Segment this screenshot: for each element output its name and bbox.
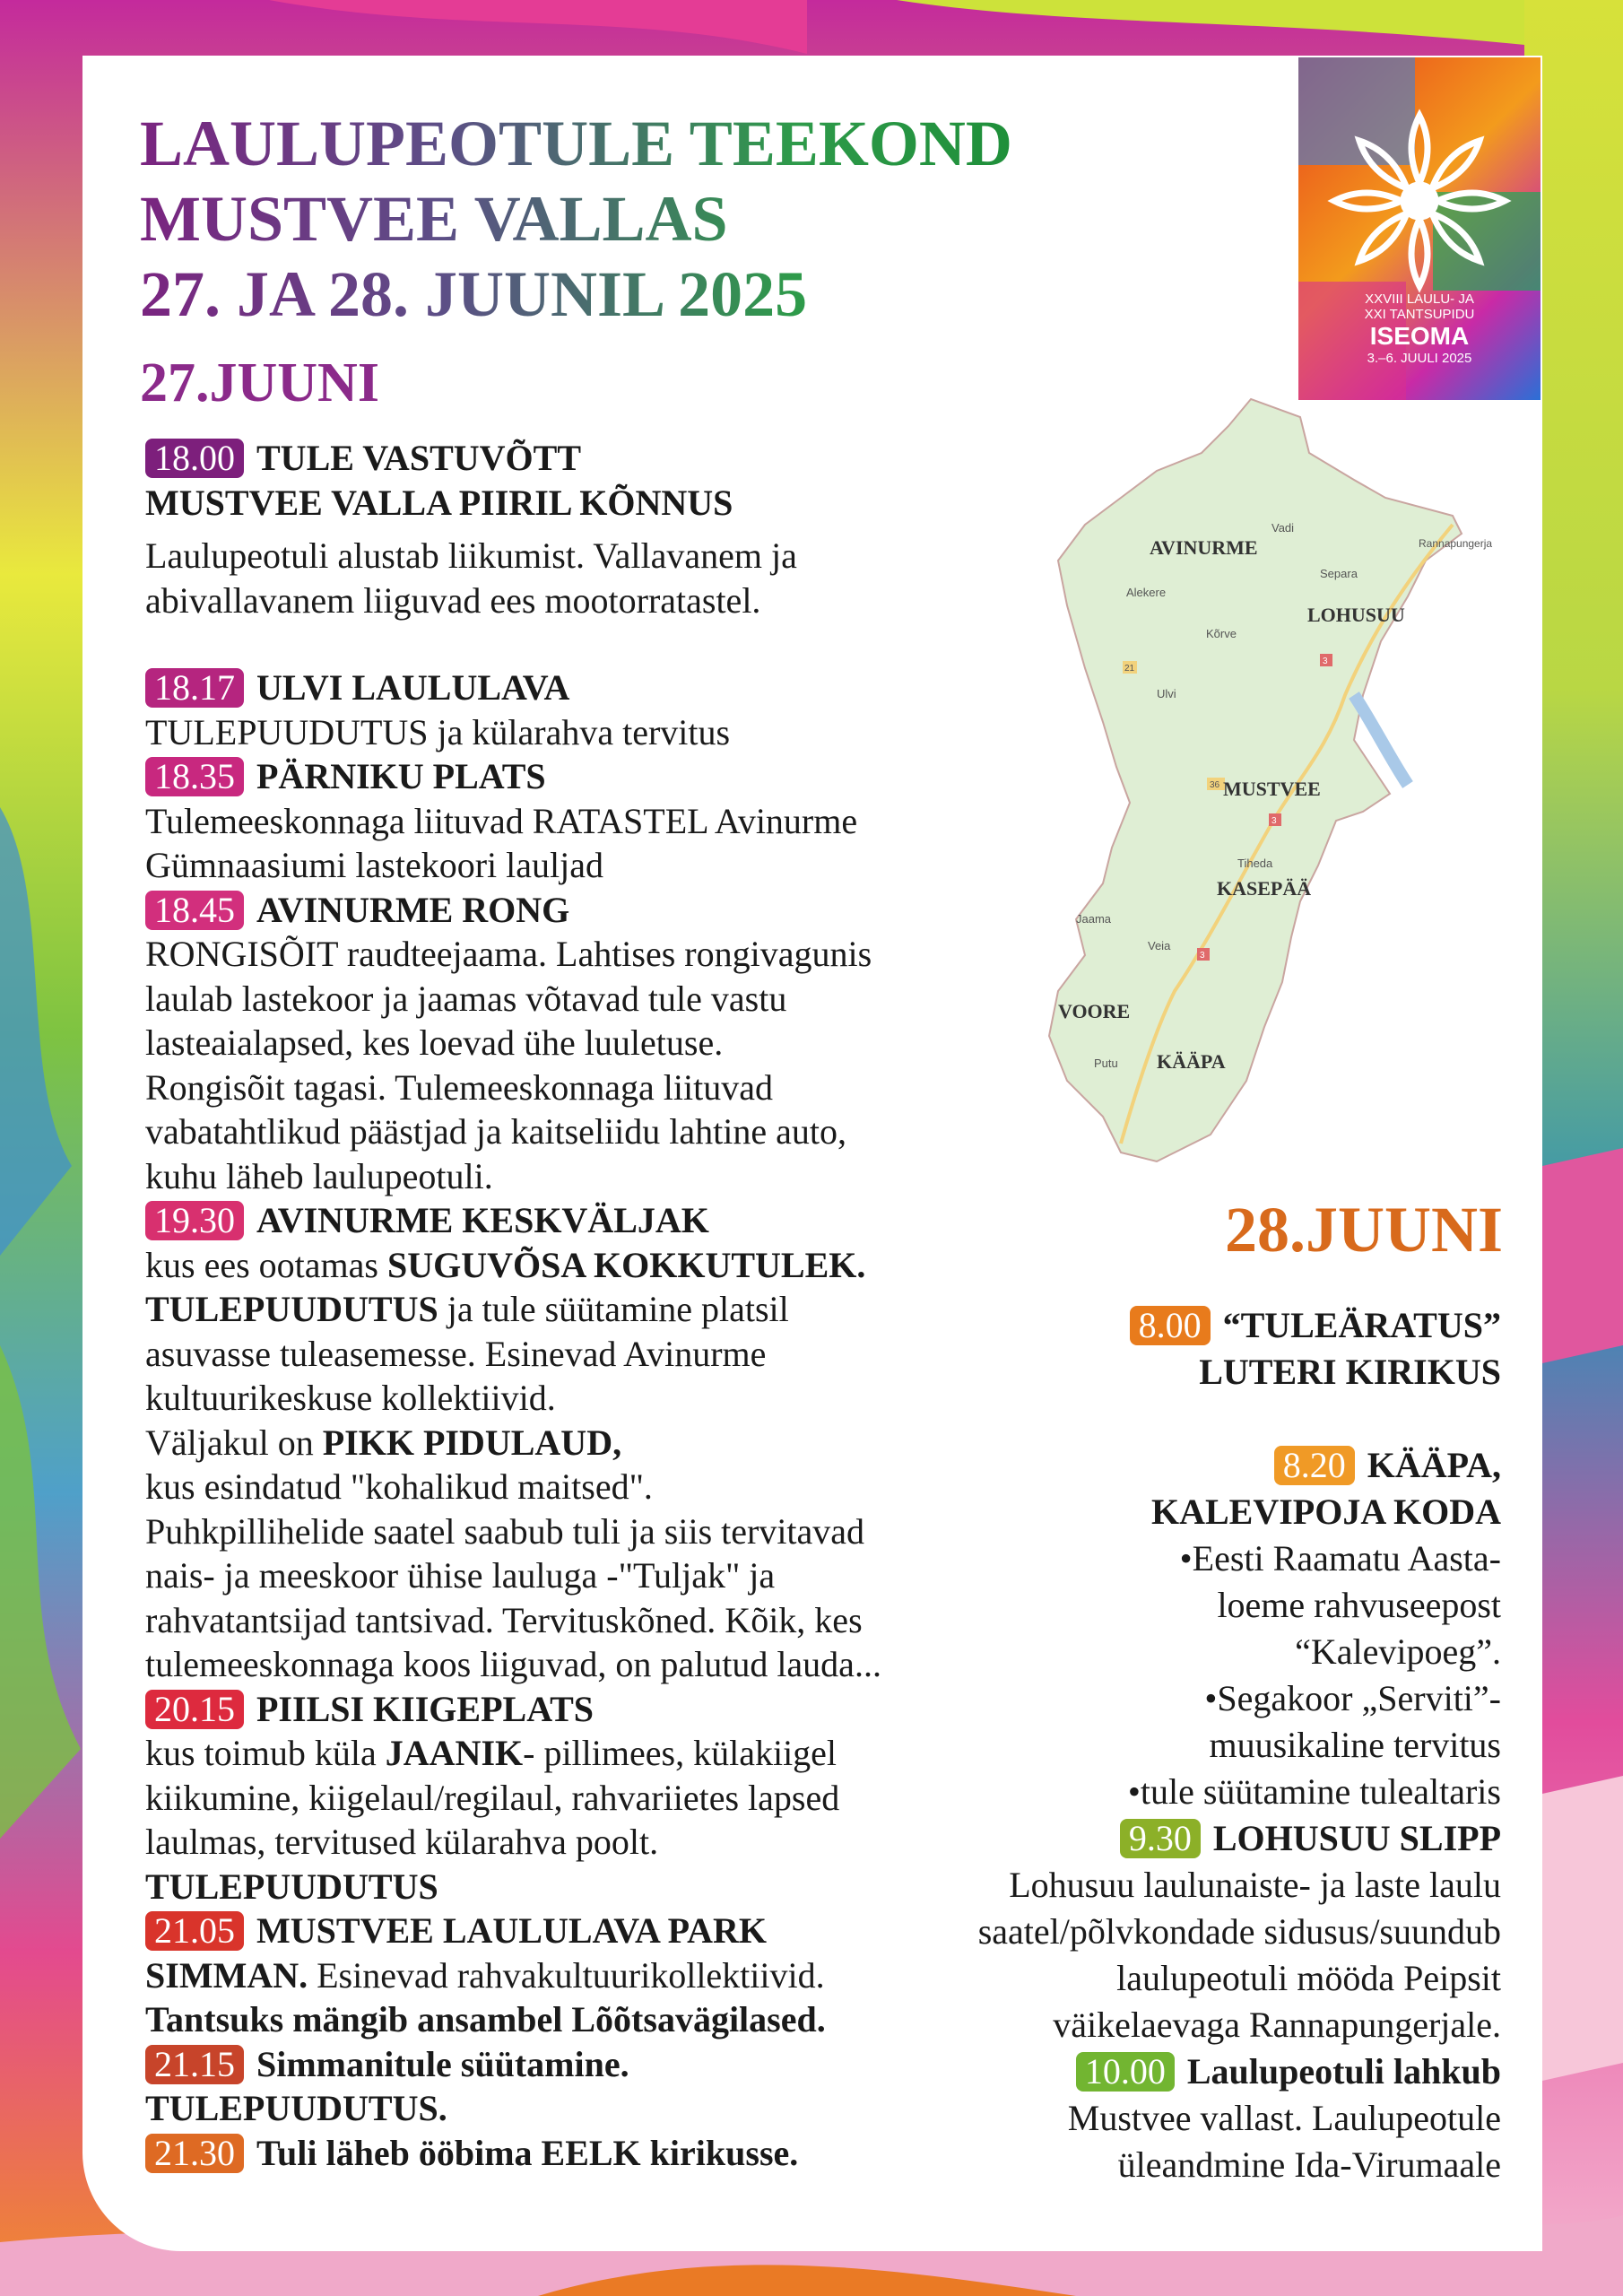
- map-village: Rannapungerja: [1419, 537, 1493, 550]
- event-title: LOHUSUU SLIPP: [1212, 1818, 1501, 1858]
- time-badge: 8.20: [1274, 1446, 1355, 1485]
- map-label-lohusuu: LOHUSUU: [1307, 604, 1405, 626]
- event-description: muusikaline tervitus: [1209, 1725, 1501, 1765]
- event-heading: [838, 1302, 1501, 1349]
- poster-line-3: ISEOMA: [1369, 322, 1470, 350]
- text-run: Esinevad rahvakultuurikollektiivid.: [308, 1954, 825, 1996]
- time-badge: 8.00: [1130, 1306, 1211, 1345]
- event-title-line-2: LUTERI KIRIKUS: [1199, 1352, 1501, 1392]
- time-badge: 18.00: [145, 439, 244, 478]
- map-label-kaapa: KÄÄPA: [1157, 1050, 1226, 1073]
- page-title: [140, 106, 1012, 332]
- event-description: Mustvee vallast. Laulupeotule: [1067, 2098, 1501, 2138]
- time-badge: 19.30: [145, 1201, 244, 1240]
- event-title: ULVI LAULULAVA: [256, 667, 570, 708]
- poster-line-1: XXVIII LAULU- JA: [1365, 291, 1474, 307]
- event-description: lasteaialapsed, kes loevad ühe luuletuse.: [145, 1022, 724, 1063]
- event-title: Tuli läheb ööbima EELK kirikusse.: [256, 2132, 799, 2173]
- poster-line-4: 3.–6. JUULI 2025: [1367, 351, 1472, 366]
- time-badge: 9.30: [1120, 1819, 1201, 1858]
- event-title-line-2: KALEVIPOJA KODA: [1150, 1492, 1501, 1532]
- map-village: Ulvi: [1157, 687, 1176, 700]
- event-description: Rongisõit tagasi. Tulemeeskonnaga liituvad: [145, 1066, 773, 1108]
- event-title-line-2: MUSTVEE VALLA PIIRIL KÕNNUS: [145, 482, 733, 523]
- event-heading: [145, 888, 1024, 933]
- event-heading: [145, 1198, 1024, 1243]
- text-run-bold: SUGUVÕSA KOKKUTULEK.: [386, 1244, 866, 1285]
- event-description: [145, 1243, 1024, 1288]
- event-description: üleandmine Ida-Virumaale: [1117, 2144, 1501, 2185]
- event-heading: [145, 665, 1024, 710]
- event-description: abivallavanem liiguvad ees mootorratastel.: [145, 579, 761, 621]
- map-village: Jaama: [1076, 912, 1112, 926]
- event-heading: [838, 2048, 1501, 2095]
- event-description-bold: TULEPUUDUTUS: [145, 1866, 438, 1907]
- text-run: kus ees ootamas: [145, 1244, 387, 1285]
- map-village: Vadi: [1271, 521, 1295, 535]
- event-description: •Eesti Raamatu Aasta-: [1179, 1538, 1501, 1578]
- text-run-bold: TULEPUUDUTUS: [145, 1289, 438, 1329]
- event-description: Lohusuu laulunaiste- ja laste laulu: [1009, 1865, 1501, 1905]
- poster-line-2: XXI TANTSUPIDU: [1364, 307, 1475, 322]
- time-badge: 18.35: [145, 757, 244, 796]
- event-heading: [145, 754, 1024, 799]
- event-description: laulab lastekoor ja jaamas võtavad tule vastu: [145, 978, 787, 1019]
- event-heading: [838, 1815, 1501, 1862]
- event-title: Simmanitule süütamine.: [256, 2043, 629, 2084]
- event-description: TULEPUUDUTUS ja külarahva tervitus: [145, 711, 731, 752]
- day-27-heading: 27.JUUNI: [140, 352, 379, 413]
- event-title: AVINURME KESKVÄLJAK: [256, 1200, 709, 1240]
- time-badge: 21.15: [145, 2045, 244, 2084]
- time-badge: 18.17: [145, 668, 244, 708]
- day-28-schedule: [838, 1302, 1501, 2188]
- event-description: tulemeeskonnaga koos liiguvad, on palutud lauda...: [145, 1644, 881, 1684]
- event-heading: [838, 1442, 1501, 1489]
- time-badge: 21.05: [145, 1911, 244, 1951]
- event-title: PÄRNIKU PLATS: [256, 756, 546, 796]
- road-number: 3: [1200, 951, 1205, 961]
- map-village: Separa: [1320, 567, 1358, 580]
- event-description: Gümnaasiumi lastekoori lauljad: [145, 845, 603, 885]
- event-description: väikelaevaga Rannapungerjale.: [1053, 2005, 1501, 2045]
- event-description: vabatahtlikud päästjad ja kaitseliidu lahtine auto,: [145, 1111, 846, 1152]
- text-run-bold: JAANIK: [385, 1733, 524, 1773]
- time-badge: 21.30: [145, 2134, 244, 2173]
- text-run-bold: PIKK PIDULAUD,: [322, 1422, 622, 1463]
- event-description: rahvatantsijad tantsivad. Tervituskõned. Kõik, kes: [145, 1599, 863, 1640]
- road-number: 3: [1271, 816, 1277, 826]
- event-description: laulmas, tervitused külarahva poolt.: [145, 1822, 659, 1862]
- road-number: 36: [1210, 780, 1220, 790]
- event-description: “Kalevipoeg”.: [1295, 1631, 1501, 1672]
- map-village: Kõrve: [1206, 627, 1237, 640]
- event-description: Tulemeeskonnaga liituvad RATASTEL Avinurme: [145, 800, 858, 841]
- title-line-1: LAULUPEOTULE TEEKOND: [140, 108, 1012, 179]
- event-description: RONGISÕIT raudteejaama. Lahtises rongivagunis: [145, 934, 872, 974]
- event-title: KÄÄPA,: [1367, 1445, 1501, 1485]
- event-description-bold: Tantsuks mängib ansambel Lõõtsavägilased.: [145, 1999, 826, 2039]
- map-village: Veia: [1148, 939, 1171, 952]
- event-description: kuhu läheb laulupeotuli.: [145, 1155, 493, 1196]
- text-run-bold: SIMMAN.: [145, 1954, 308, 1996]
- event-title: PIILSI KIIGEPLATS: [256, 1688, 595, 1729]
- event-description: kiikumine, kiigelaul/regilaul, rahvariietes lapsed: [145, 1777, 840, 1818]
- event-description-bold: TULEPUUDUTUS.: [145, 2088, 447, 2128]
- song-festival-poster: [1298, 57, 1541, 400]
- event-description: nais- ja meeskoor ühise lauluga -"Tuljak" ja: [145, 1555, 776, 1596]
- event-description: Laulupeotuli alustab liikumist. Vallavanem ja: [145, 535, 797, 576]
- day-28-heading: 28.JUUNI: [1224, 1194, 1503, 1265]
- map-village: Alekere: [1126, 586, 1167, 599]
- text-run: kus toimub küla: [145, 1733, 386, 1773]
- map-village: Putu: [1094, 1057, 1118, 1070]
- event-description: asuvasse tuleasemesse. Esinevad Avinurme: [145, 1333, 767, 1374]
- map-label-voore: VOORE: [1058, 1000, 1131, 1022]
- map-label-mustvee: MUSTVEE: [1223, 778, 1321, 800]
- time-badge: 20.15: [145, 1690, 244, 1729]
- text-run: - pillimees, külakiigel: [523, 1733, 838, 1773]
- road-number: 21: [1124, 664, 1135, 674]
- map-label-avinurme: AVINURME: [1150, 536, 1258, 559]
- event-title: TULE VASTUVÕTT: [256, 438, 581, 478]
- map-village: Tiheda: [1237, 857, 1273, 870]
- text-run: Väljakul on: [145, 1422, 323, 1463]
- event-title: MUSTVEE LAULULAVA PARK: [256, 1910, 768, 1951]
- event-description: Puhkpillihelide saatel saabub tuli ja siis tervitavad: [145, 1510, 865, 1552]
- time-badge: 10.00: [1076, 2052, 1175, 2092]
- event-title: “TULEÄRATUS”: [1222, 1305, 1501, 1345]
- event-description: kus esindatud "kohalikud maitsed".: [145, 1466, 653, 1507]
- event-description: •tule süütamine tulealtaris: [1127, 1771, 1501, 1812]
- time-badge: 18.45: [145, 891, 244, 930]
- event-description: saatel/põlvkondade sidusus/suundub: [977, 1911, 1501, 1952]
- event-title: AVINURME RONG: [256, 889, 570, 930]
- event-description: •Segakoor „Serviti”-: [1204, 1678, 1501, 1718]
- event-description: kultuurikeskuse kollektiivid.: [145, 1378, 556, 1418]
- text-run: ja tule süütamine platsil: [438, 1289, 789, 1329]
- event-heading: [145, 436, 1024, 481]
- road-number: 3: [1323, 657, 1328, 666]
- event-title: Laulupeotuli lahkub: [1186, 2051, 1501, 2092]
- event-description: laulupeotuli mööda Peipsit: [1116, 1958, 1501, 1998]
- event-description: loeme rahvuseepost: [1217, 1585, 1501, 1625]
- map: [1031, 399, 1493, 1170]
- title-line-3: 27. JA 28. JUUNIL 2025: [140, 257, 1012, 332]
- map-label-kasepaa: KASEPÄÄ: [1217, 877, 1312, 900]
- title-line-2: MUSTVEE VALLAS: [140, 181, 1012, 257]
